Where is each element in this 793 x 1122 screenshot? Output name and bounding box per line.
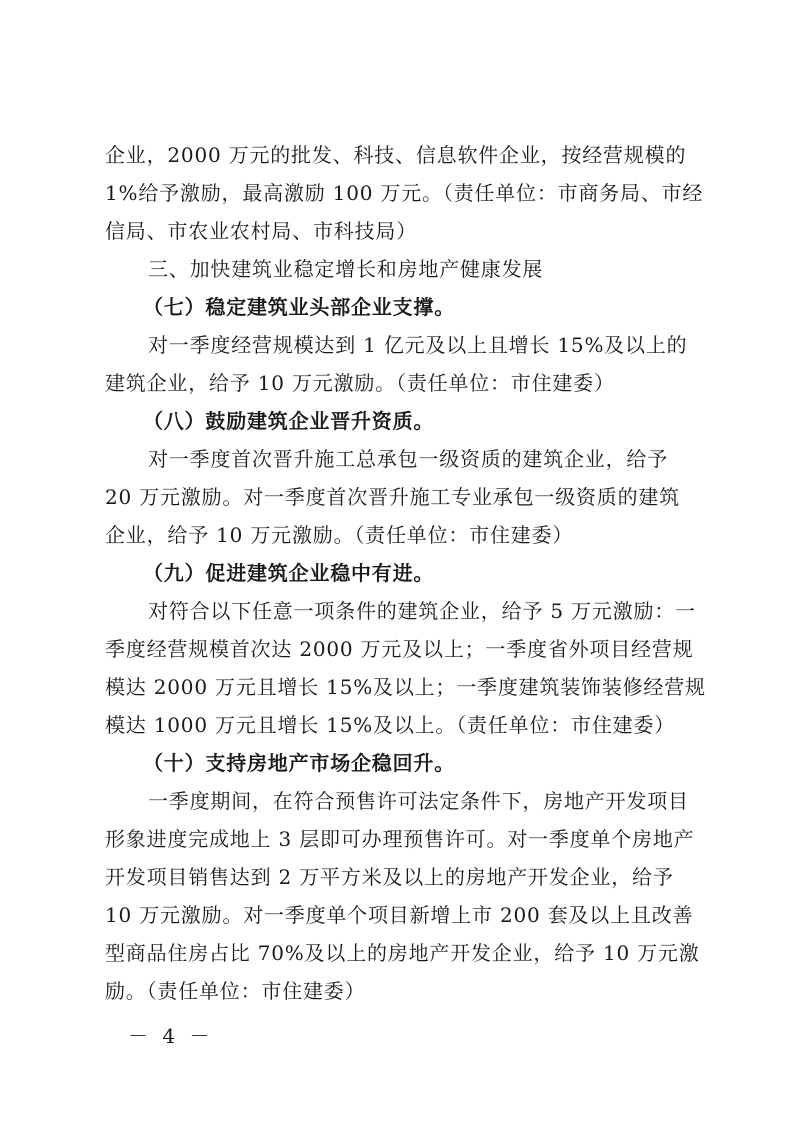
paragraph-line: 开发项目销售达到 2 万平方米及以上的房地产开发企业，给予 — [105, 865, 674, 889]
paragraph-line: 1%给予激励，最高激励 100 万元。（责任单位：市商务局、市经 — [105, 181, 704, 205]
paragraph-line: 企业，给予 10 万元激励。（责任单位：市住建委） — [105, 523, 574, 547]
subsection-heading: （九）促进建筑企业稳中有进。 — [143, 561, 435, 585]
section-heading: 三、加快建筑业稳定增长和房地产健康发展 — [148, 257, 544, 281]
paragraph-line: 季度经营规模首次达 2000 万元及以上；一季度省外项目经营规 — [105, 637, 694, 661]
paragraph-line: 励。（责任单位：市住建委） — [105, 979, 366, 1003]
paragraph-line: 模达 1000 万元且增长 15%及以上。（责任单位：市住建委） — [105, 713, 676, 737]
paragraph-line: 型商品住房占比 70%及以上的房地产开发企业，给予 10 万元激 — [105, 941, 700, 965]
subsection-heading: （七）稳定建筑业头部企业支撑。 — [143, 295, 455, 319]
paragraph-line: 形象进度完成地上 3 层即可办理预售许可。对一季度单个房地产 — [105, 827, 695, 851]
paragraph-line: 10 万元激励。对一季度单个项目新增上市 200 套及以上且改善 — [105, 903, 694, 927]
paragraph-line: 信局、市农业农村局、市科技局） — [105, 219, 417, 243]
paragraph-line: 对一季度首次晋升施工总承包一级资质的建筑企业，给予 — [148, 447, 668, 471]
page-number: － 4 － — [128, 1024, 214, 1048]
subsection-heading: （八）鼓励建筑企业晋升资质。 — [143, 409, 435, 433]
paragraph-line: 企业，2000 万元的批发、科技、信息软件企业，按经营规模的 — [105, 143, 687, 167]
paragraph-line: 一季度期间，在符合预售许可法定条件下，房地产开发项目 — [148, 789, 689, 813]
paragraph-line: 模达 2000 万元且增长 15%及以上；一季度建筑装饰装修经营规 — [105, 675, 706, 699]
paragraph-line: 对一季度经营规模达到 1 亿元及以上且增长 15%及以上的 — [148, 333, 688, 357]
paragraph-line: 建筑企业，给予 10 万元激励。（责任单位：市住建委） — [105, 371, 615, 395]
subsection-heading: （十）支持房地产市场企稳回升。 — [143, 751, 455, 775]
paragraph-line: 对符合以下任意一项条件的建筑企业，给予 5 万元激励：一 — [148, 599, 696, 623]
paragraph-line: 20 万元激励。对一季度首次晋升施工专业承包一级资质的建筑 — [105, 485, 681, 509]
